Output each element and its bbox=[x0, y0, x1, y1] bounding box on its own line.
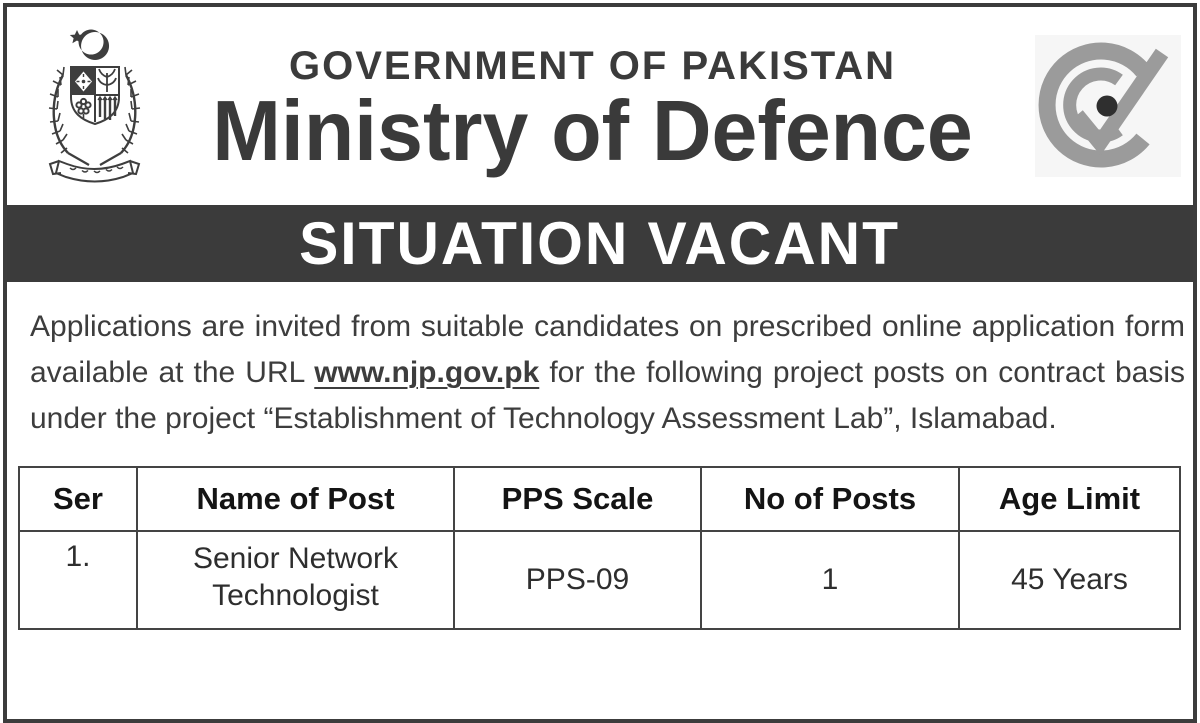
situation-vacant-banner bbox=[7, 205, 1193, 282]
vacancy-table bbox=[18, 466, 1181, 630]
intro-text-after: for the following project posts on contract basis under the project “Establishment of Technology Assessment Lab”, Islamabad. bbox=[30, 356, 1185, 435]
document-page bbox=[3, 3, 1197, 723]
col-header-name-of-post: Name of Post bbox=[137, 467, 454, 531]
intro-paragraph bbox=[30, 304, 1185, 442]
col-header-no-of-posts: No of Posts bbox=[701, 467, 959, 531]
cell-name-of-post: Senior Network Technologist bbox=[137, 531, 454, 629]
banner-title: SITUATION VACANT bbox=[299, 210, 901, 277]
col-header-pps-scale: PPS Scale bbox=[454, 467, 701, 531]
letterhead-titles bbox=[152, 25, 1033, 179]
cell-age-limit: 45 Years bbox=[959, 531, 1180, 629]
intro-text-before: Applications are invited from suitable candidates on prescribed online application form available at the URL bbox=[30, 310, 1185, 389]
table-header-row bbox=[19, 467, 1180, 531]
letterhead bbox=[7, 7, 1193, 205]
table-row bbox=[19, 531, 1180, 629]
col-header-age-limit: Age Limit bbox=[959, 467, 1180, 531]
cell-no-of-posts: 1 bbox=[701, 531, 959, 629]
government-line: GOVERNMENT OF PAKISTAN bbox=[289, 44, 896, 88]
application-url-link[interactable]: www.njp.gov.pk bbox=[314, 356, 540, 389]
c-checkmark-logo-icon bbox=[1033, 27, 1183, 182]
pakistan-state-emblem-icon bbox=[37, 25, 152, 185]
ministry-title: Ministry of Defence bbox=[212, 84, 973, 179]
cell-pps-scale: PPS-09 bbox=[454, 531, 701, 629]
col-header-ser: Ser bbox=[19, 467, 137, 531]
cell-ser: 1. bbox=[19, 531, 137, 629]
